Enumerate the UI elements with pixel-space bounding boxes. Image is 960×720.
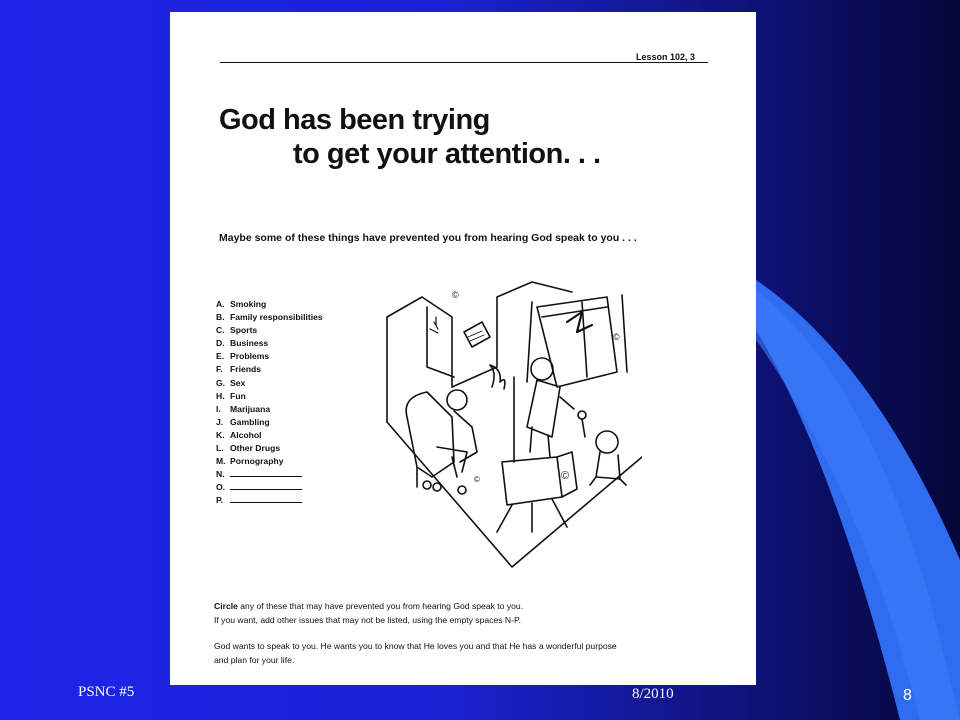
title-line-1: God has been trying xyxy=(219,104,490,136)
blank-line xyxy=(230,481,302,490)
blank-item: O. xyxy=(216,481,323,494)
closing-line-2: and plan for your life. xyxy=(214,655,295,665)
intro-text: Maybe some of these things have prevented you from hearing God speak to you . . . xyxy=(219,232,637,244)
list-item: J. Gambling xyxy=(216,416,270,427)
list-item: A. Smoking xyxy=(216,299,267,309)
blank-line xyxy=(230,468,302,477)
instruction-line-2: If you want, add other issues that may not be listed, using the empty spaces N-P. xyxy=(214,615,521,625)
copyright-mark: © xyxy=(561,470,570,482)
blank-item: N. xyxy=(216,468,323,481)
list-item: E. Problems xyxy=(216,351,270,362)
worksheet-page xyxy=(170,12,756,685)
list-item: I. Marijuana xyxy=(216,403,271,414)
list-item: B. Family responsibilities xyxy=(216,312,323,323)
cartoon-illustration xyxy=(382,277,642,587)
blank-line xyxy=(230,494,302,503)
list-item: C. Sports xyxy=(216,325,258,336)
blank-item: P. xyxy=(216,494,323,507)
issue-list xyxy=(216,298,323,508)
list-item: L. Other Drugs xyxy=(216,443,281,454)
copyright-mark: © xyxy=(474,475,480,484)
lesson-label: Lesson 102, 3 xyxy=(636,52,696,62)
closing-line-1: God wants to speak to you. He wants you to know that He loves you and that He has a wonderful purpose xyxy=(214,641,617,651)
header-rule xyxy=(220,62,708,63)
list-item: F. Friends xyxy=(216,364,262,375)
list-item: H. Fun xyxy=(216,390,246,401)
copyright-mark: © xyxy=(452,290,459,300)
list-item: M. Pornography xyxy=(216,456,284,467)
copyright-mark: © xyxy=(613,332,620,342)
instruction-line-1: Circle any of these that may have prevented you from hearing God speak to you. xyxy=(214,601,524,611)
footer-date: 8/2010 xyxy=(632,686,674,702)
list-item: D. Business xyxy=(216,338,269,349)
slide-number: 8 xyxy=(903,687,912,704)
list-item: K. Alcohol xyxy=(216,429,262,440)
footer-label: PSNC #5 xyxy=(78,684,135,700)
list-item: G. Sex xyxy=(216,377,246,388)
title-line-2: to get your attention. . . xyxy=(293,138,601,170)
